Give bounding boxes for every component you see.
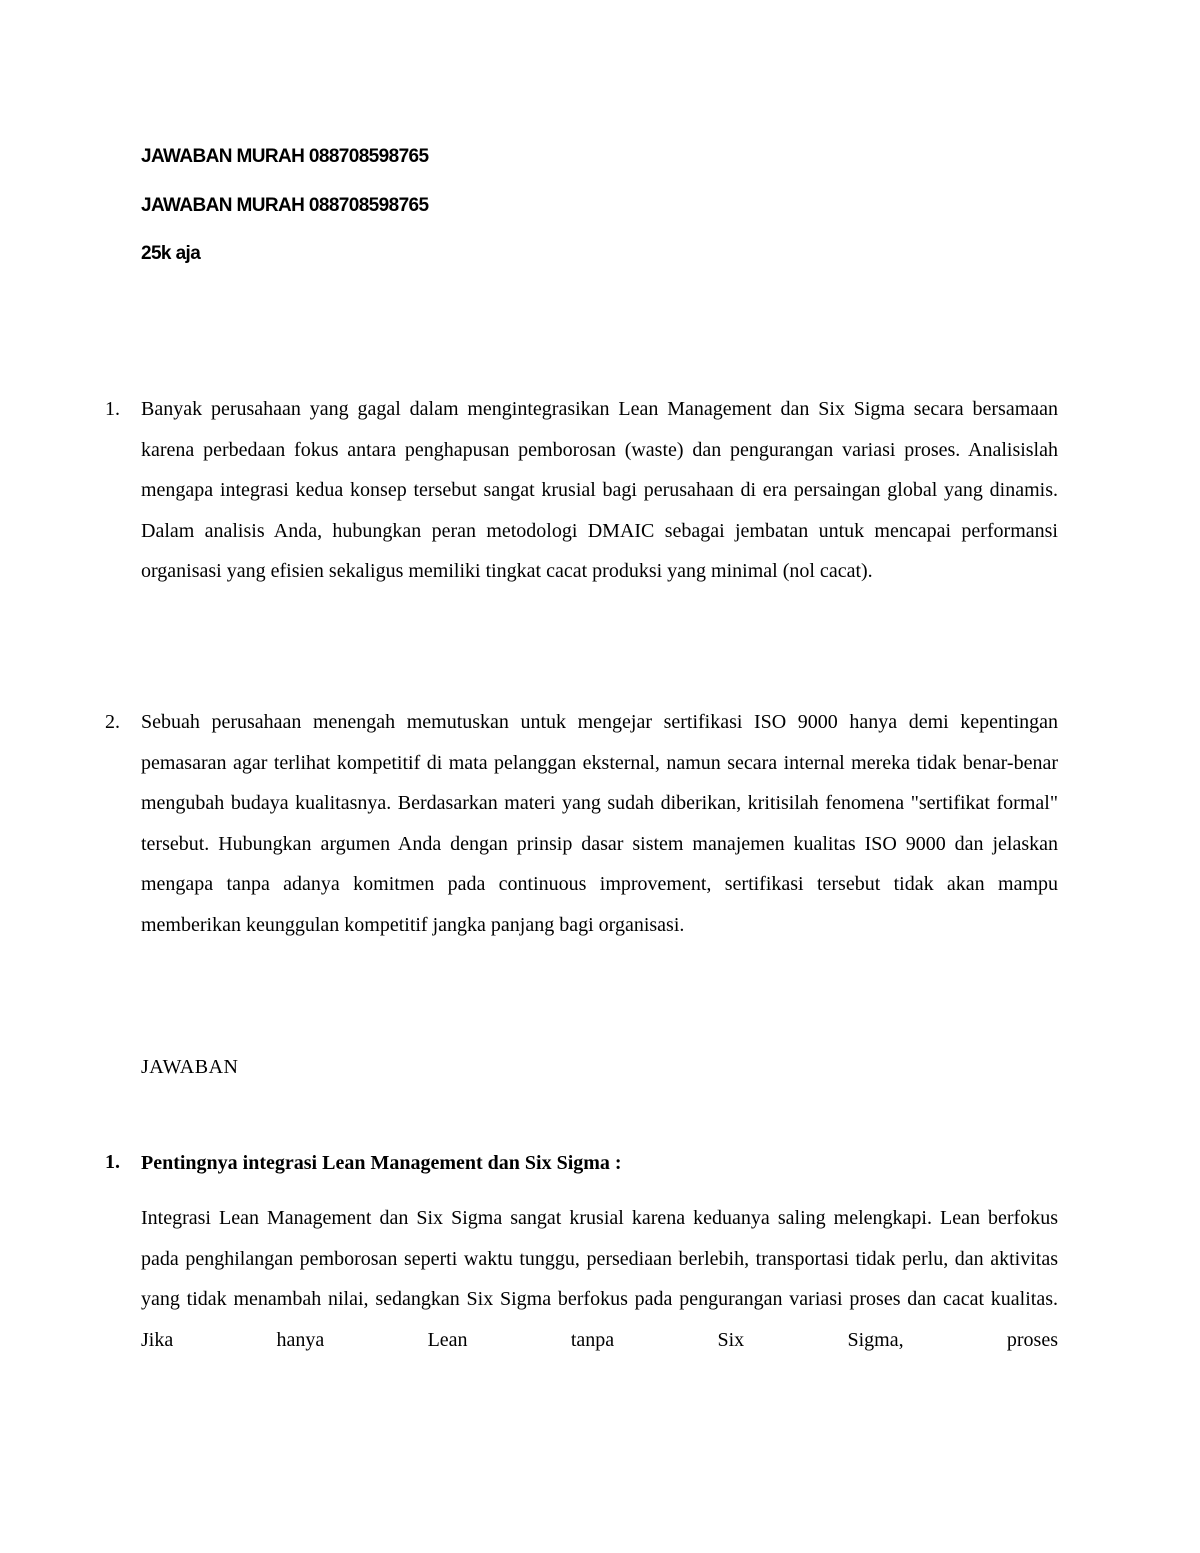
price-line: 25k aja — [141, 243, 201, 264]
question-2-text: Sebuah perusahaan menengah memutuskan untuk mengejar sertifikasi ISO 9000 hanya demi kepentingan pemasaran agar terlihat kompetitif di mata pelanggan eksternal, namun secara internal mereka tidak benar-benar mengubah budaya kualitasnya. Berdasarkan materi yang sudah diberikan, kritisilah fenomena "sertifikat formal" tersebut. Hubungkan argumen Anda dengan prinsip dasar sistem manajemen kualitas ISO 9000 dan jelaskan mengapa tanpa adanya komitmen pada continuous improvement, sertifikasi tersebut tidak akan mampu memberikan keunggulan kompetitif jangka panjang bagi organisasi. — [141, 711, 1058, 936]
answer-1-text: Integrasi Lean Management dan Six Sigma sangat krusial karena keduanya saling melengkapi. Lean berfokus pada penghilangan pemborosan seperti waktu tunggu, persediaan berlebih, transportasi tidak perlu, dan aktivitas yang tidak menambah nilai, sedangkan Six Sigma berfokus pada pengurangan variasi proses dan cacat kualitas. Jika hanya Lean tanpa Six Sigma, proses — [141, 1207, 1058, 1351]
promo-line-1: JAWABAN MURAH 088708598765 — [141, 146, 429, 167]
question-2-number: 2. — [105, 711, 120, 733]
promo-line-2: JAWABAN MURAH 088708598765 — [141, 195, 429, 216]
question-1-text: Banyak perusahaan yang gagal dalam mengintegrasikan Lean Management dan Six Sigma secara bersamaan karena perbedaan fokus antara penghapusan pemborosan (waste) dan pengurangan variasi proses. Analisislah mengapa integrasi kedua konsep tersebut sangat krusial bagi perusahaan di era persaingan global yang dinamis. Dalam analisis Anda, hubungkan peran metodologi DMAIC sebagai jembatan untuk mencapai performansi organisasi yang efisien sekaligus memiliki tingkat cacat produksi yang minimal (nol cacat). — [141, 398, 1058, 582]
answer-1-heading: Pentingnya integrasi Lean Management dan Six Sigma : — [141, 1152, 622, 1174]
answer-1-number: 1. — [105, 1151, 120, 1173]
answer-section-title: JAWABAN — [141, 1056, 239, 1078]
question-1-number: 1. — [105, 398, 120, 420]
